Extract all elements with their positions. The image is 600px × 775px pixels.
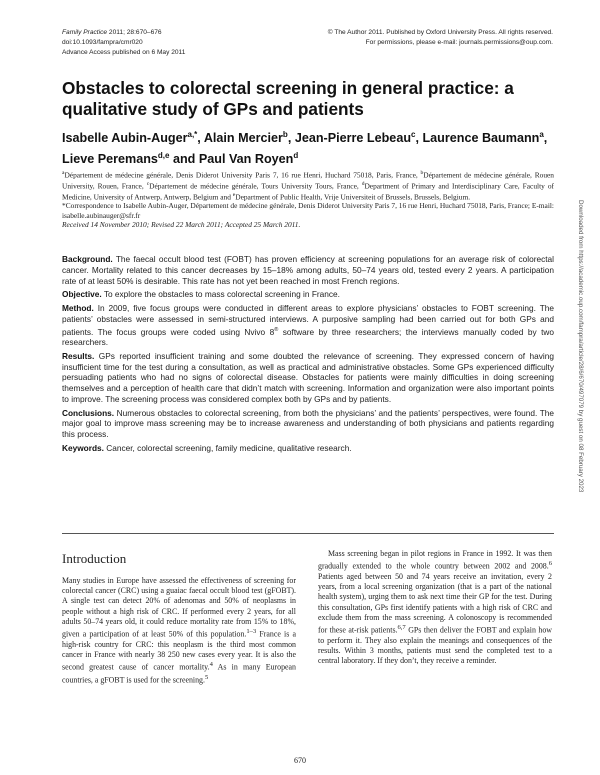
affil-marker: a <box>62 170 65 176</box>
affiliations <box>62 169 554 229</box>
section-text: To explore the obstacles to mass colorectal screening in France. <box>101 289 340 300</box>
section-text: Numerous obstacles to colorectal screening, from both the physicians’ and the patients’ perspectives, were found. The major goal to improve mass screening may be to increase awareness and understanding of both physicians and patients regarding this process. <box>62 407 554 440</box>
abstract-objective <box>62 289 554 300</box>
author: Jean-Pierre Lebeau <box>294 131 412 146</box>
affil-marker: b <box>420 170 424 176</box>
abstract-conclusions <box>62 408 554 440</box>
affil-marker: e <box>232 191 236 198</box>
running-header-right <box>300 28 553 48</box>
abstract-method <box>62 303 554 348</box>
text-run: GPs then deliver the FOBT and explain how to perform it. They also explain the meanings and consequences of the results. Within 3 months, patients must send the completed test to a central laboratory. If they don’t, they receive a reminder. <box>318 625 552 666</box>
author-affil: a <box>539 130 544 139</box>
author-sep: , <box>287 131 295 146</box>
author-sep: , <box>197 131 204 146</box>
affiliation: Département de médecine générale, Denis Diderot University Paris 7, 16 rue Henri, Huchard 75018, Paris, France, <box>64 170 421 180</box>
section-label: Results. <box>62 350 95 361</box>
body-column-left <box>62 576 296 686</box>
author-affil: b <box>282 130 288 139</box>
author-sep: , <box>543 131 548 146</box>
section-text: In 2009, five focus groups were conducted in different areas to explore physicians’ obstacles to FOBT screening. The patients’ obstacles were assessed in semi-structured interviews. A purposive sampling had been carried out for both GPs and patients. The focus groups were coded using Nvivo 8 <box>62 303 554 337</box>
abstract-results <box>62 351 554 405</box>
text-run: Many studies in Europe have assessed the effectiveness of screening for colorectal cancer (CRC) using a guaiac faecal occult blood test (gFOBT). A single test can detect 20% of adenomas and 50% of neoplasms in people without a high risk of CRC. If performed every 2 years, for all adults 50–74 years old, it could reduce mortality rate from 15% to 18%, given a participation of at least 50% of this population. <box>62 576 296 639</box>
citation-ref[interactable]: 4 <box>209 661 213 669</box>
affiliation: Département de médecine générale, Tours University Tours, France, <box>149 181 362 191</box>
text-run: France is a high-risk country for CRC: this neoplasm is the third most common cancer in France with nearly 38 250 new cases every year. It is also the second greatest cause of cancer mortality. <box>62 629 296 672</box>
abstract <box>62 254 554 457</box>
section-label: Keywords. <box>62 442 104 453</box>
affil-marker: d <box>361 180 365 187</box>
paragraph <box>318 549 552 666</box>
author-list <box>62 126 552 168</box>
download-sidenote <box>574 200 584 570</box>
text-run: Patients aged between 50 and 74 years receive an invitation, every 2 years, from a local screening organization (that is a part of the national health system), urging them to ask next time their GP for the test. During this consultation, GPs first identify patients with a high risk of CRC and exclude them from the mass screening. A colonoscopy is recommended for these at-risk patients. <box>318 572 552 635</box>
section-text: software by three researchers; the interviews manually coded by two researchers. <box>62 326 554 348</box>
citation-ref[interactable]: 6,7 <box>397 624 406 632</box>
abstract-background <box>62 254 554 286</box>
correspondence: *Correspondence to Isabelle Aubin-Auger, Département de médecine générale, Denis Diderot University Paris 7, 16 rue Henri, Huchard 75018, Paris, France; E-mail: isabelle.aubinauger@sfr.fr <box>62 201 554 220</box>
abstract-keywords <box>62 443 554 454</box>
running-header-left <box>62 28 312 58</box>
citation-ref[interactable]: 1–3 <box>246 628 257 636</box>
article-title: Obstacles to colorectal screening in general practice: a qualitative study of GPs and patients <box>62 78 514 119</box>
introduction-heading: Introduction <box>62 551 127 566</box>
registered-mark: ® <box>274 326 279 333</box>
text-run: Mass screening began in pilot regions in France in 1992. It was then gradually extended to the whole country between 2002 and 2008. <box>318 549 552 571</box>
author: Alain Mercier <box>203 131 283 146</box>
advance-access: Advance Access published on 6 May 2011 <box>62 49 186 56</box>
section-label: Background. <box>62 254 113 264</box>
author: Laurence Baumann <box>422 131 540 146</box>
received-dates: Received 14 November 2010; Revised 22 March 2011; Accepted 25 March 2011. <box>62 219 301 229</box>
citation-ref[interactable]: 5 <box>204 674 209 682</box>
page-number: 670 <box>294 756 306 765</box>
section-label: Objective. <box>62 289 102 300</box>
permissions-notice: For permissions, please e-mail: journals.permissions@oup.com. <box>365 39 553 46</box>
author: Lieve Peremans <box>62 152 158 167</box>
download-note[interactable]: Downloaded from https://academic.oup.com/fampra/article/28/6/670/497079 by guest on 08 February 2023 <box>577 200 584 493</box>
journal-name: Family Practice <box>62 29 108 36</box>
copyright-notice: © The Author 2011. Published by Oxford University Press. All rights reserved. <box>327 29 553 36</box>
divider <box>62 533 554 534</box>
section-text: GPs reported insufficient training and some doubted the relevance of screening. They expressed concern of having insufficient time for the test during a consultation, as well as practical and administrative obstacles. Some GPs experienced difficulty persuading patients who had no signs of colorectal disease. Obstacles for patients were mainly difficulties in doing screening themselves and a perception of health care that didn’t match with screening. Information and organization were also important points to improve. The screening process was considered complex both by GPs and by patients. <box>62 350 554 404</box>
author-affil: d <box>293 151 299 161</box>
affil-marker: c <box>146 180 150 187</box>
author-affil: a,* <box>187 130 198 139</box>
section-label: Conclusions. <box>62 407 115 418</box>
author: Isabelle Aubin-Auger <box>62 131 188 146</box>
affiliation: Department of Public Health, Vrije Universiteit of Brussels, Brussels, Belgium. <box>235 192 471 201</box>
section-text: Cancer, colorectal screening, family medicine, qualitative research. <box>103 442 352 453</box>
doi[interactable]: doi:10.1093/fampra/cmr020 <box>62 39 143 46</box>
citation: 2011; 28:670–676 <box>107 29 162 36</box>
paragraph <box>62 576 296 686</box>
author-sep: , <box>415 131 423 146</box>
author-affil: d,e <box>157 151 170 161</box>
body-column-right <box>318 549 552 666</box>
author: Paul Van Royen <box>198 152 294 167</box>
text-run: As in many European countries, a gFOBT is used for the screening. <box>62 662 296 685</box>
section-label: Method. <box>62 303 94 313</box>
citation-ref[interactable]: 6 <box>548 560 552 568</box>
author-affil: c <box>411 130 416 139</box>
affiliation: Département de médecine générale, Rouen University, Rouen, France, <box>62 170 554 191</box>
affiliation: Department of Primary and Interdisciplinary Care, Faculty of Medicine, University of Antwerp, Antwerp, Belgium and <box>62 181 554 201</box>
author-sep: and <box>169 152 199 167</box>
affiliation-list <box>62 169 554 201</box>
section-text: The faecal occult blood test (FOBT) has proven efficiency at screening populations for an average risk of colorectal cancer. Mortality related to this cancer decreases by 15–18% among adults, 50–74 years old, tested every 2 years. A participation rate of at least 50% is desirable. This rate has not yet been reached in most French regions. <box>62 254 554 286</box>
